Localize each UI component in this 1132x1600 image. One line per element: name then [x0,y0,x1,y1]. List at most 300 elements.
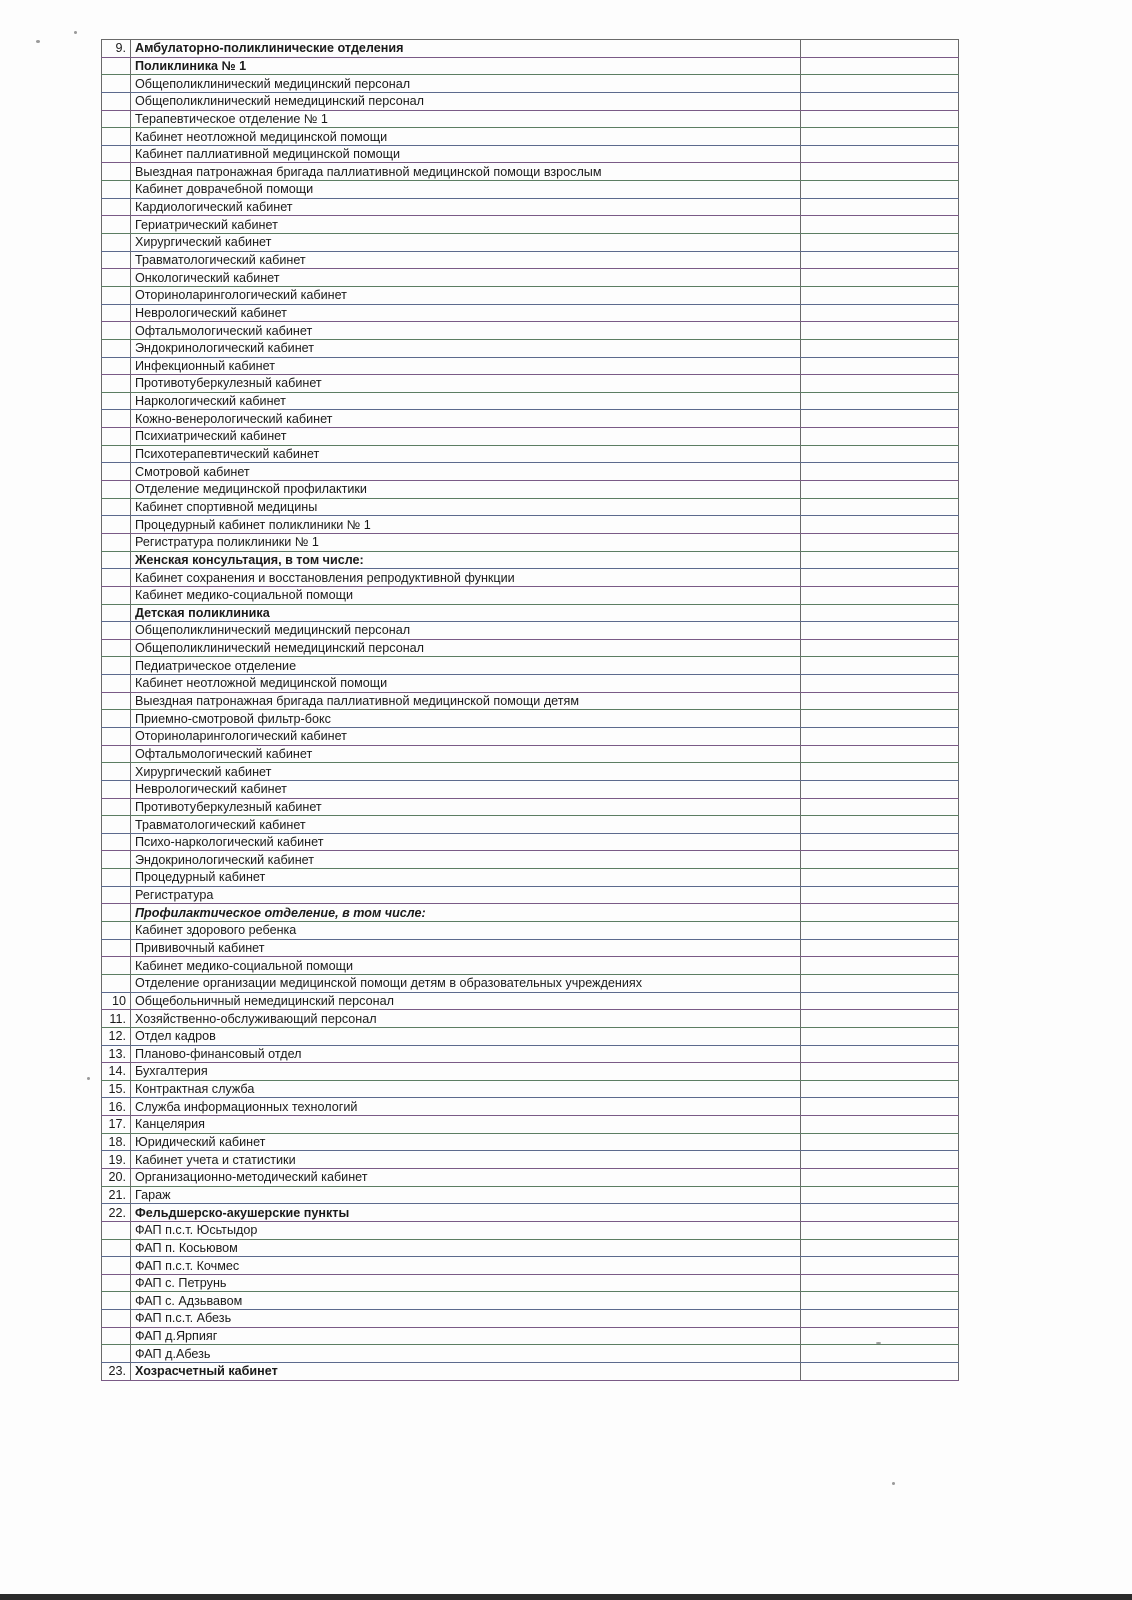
table-row [102,727,959,745]
row-number [102,322,131,340]
table-row [102,392,959,410]
row-name: ФАП с. Адзьвавом [131,1292,801,1310]
row-name: Кабинет здорового ребенка [131,922,801,940]
row-number [102,886,131,904]
row-number: 10 [102,992,131,1010]
row-value [801,533,959,551]
row-name: Кабинет медико-социальной помощи [131,586,801,604]
row-name: Бухгалтерия [131,1063,801,1081]
row-number [102,128,131,146]
row-value [801,1116,959,1134]
row-value [801,1345,959,1363]
row-number: 13. [102,1045,131,1063]
row-number [102,410,131,428]
row-name: Хозяйственно-обслуживающий персонал [131,1010,801,1028]
row-value [801,357,959,375]
row-value [801,145,959,163]
row-name: Прививочный кабинет [131,939,801,957]
row-name: ФАП п. Косьювом [131,1239,801,1257]
table-row [102,833,959,851]
table-row [102,128,959,146]
table-row [102,57,959,75]
row-number [102,710,131,728]
row-value [801,1151,959,1169]
table-row [102,1098,959,1116]
row-name: Кабинет неотложной медицинской помощи [131,675,801,693]
row-name: Терапевтическое отделение № 1 [131,110,801,128]
row-number: 11. [102,1010,131,1028]
row-number [102,181,131,199]
row-value [801,110,959,128]
row-value [801,234,959,252]
row-name: Кабинет учета и статистики [131,1151,801,1169]
row-number: 23. [102,1363,131,1381]
row-value [801,163,959,181]
row-name: Офтальмологический кабинет [131,322,801,340]
row-value [801,604,959,622]
row-number [102,216,131,234]
row-value [801,445,959,463]
row-number: 15. [102,1080,131,1098]
table-row [102,1080,959,1098]
row-number [102,798,131,816]
table-row [102,40,959,58]
row-value [801,675,959,693]
row-name: ФАП д.Абезь [131,1345,801,1363]
row-name: Выездная патронажная бригада паллиативной медицинской помощи детям [131,692,801,710]
row-value [801,657,959,675]
row-value [801,428,959,446]
row-value [801,40,959,58]
row-name: Неврологический кабинет [131,304,801,322]
row-name: Наркологический кабинет [131,392,801,410]
row-number [102,551,131,569]
row-name: Выездная патронажная бригада паллиативной медицинской помощи взрослым [131,163,801,181]
row-value [801,1063,959,1081]
row-number [102,92,131,110]
row-name: Общебольничный немедицинский персонал [131,992,801,1010]
row-number [102,586,131,604]
row-value [801,622,959,640]
row-name: Детская поликлиника [131,604,801,622]
row-name: Общеполиклинический немедицинский персонал [131,639,801,657]
row-name: Психо-наркологический кабинет [131,833,801,851]
table-row [102,869,959,887]
row-number [102,727,131,745]
row-name: Противотуберкулезный кабинет [131,375,801,393]
table-row [102,974,959,992]
table-row [102,551,959,569]
row-name: Планово-финансовый отдел [131,1045,801,1063]
row-value [801,216,959,234]
row-name: ФАП с. Петрунь [131,1274,801,1292]
table-row [102,904,959,922]
row-value [801,1257,959,1275]
row-name: Хирургический кабинет [131,234,801,252]
table-row [102,851,959,869]
row-value [801,75,959,93]
row-value [801,198,959,216]
row-number [102,1274,131,1292]
row-name: ФАП п.с.т. Юсьтыдор [131,1221,801,1239]
row-number [102,974,131,992]
row-value [801,904,959,922]
row-value [801,745,959,763]
table-row [102,198,959,216]
row-number [102,286,131,304]
row-number [102,533,131,551]
scan-speck [74,31,77,34]
table-row [102,1274,959,1292]
table-row [102,463,959,481]
row-value [801,1169,959,1187]
row-number [102,357,131,375]
row-value [801,463,959,481]
row-value [801,181,959,199]
table-row [102,1186,959,1204]
row-number [102,1327,131,1345]
row-name: Общеполиклинический немедицинский персонал [131,92,801,110]
row-value [801,92,959,110]
row-name: Поликлиника № 1 [131,57,801,75]
row-name: Организационно-методический кабинет [131,1169,801,1187]
row-value [801,392,959,410]
row-value [801,1274,959,1292]
row-name: Психиатрический кабинет [131,428,801,446]
row-value [801,639,959,657]
table-row [102,1239,959,1257]
table-row [102,675,959,693]
row-value [801,1310,959,1328]
table-row [102,516,959,534]
row-number [102,622,131,640]
table-row [102,939,959,957]
row-number [102,428,131,446]
row-number [102,234,131,252]
row-name: Общеполиклинический медицинский персонал [131,75,801,93]
row-value [801,1133,959,1151]
table-row [102,163,959,181]
row-name: Юридический кабинет [131,1133,801,1151]
row-name: Эндокринологический кабинет [131,339,801,357]
table-row [102,780,959,798]
row-value [801,339,959,357]
row-name: Контрактная служба [131,1080,801,1098]
row-value [801,410,959,428]
row-value [801,498,959,516]
row-name: Противотуберкулезный кабинет [131,798,801,816]
row-value [801,375,959,393]
row-value [801,1239,959,1257]
row-number [102,516,131,534]
row-value [801,286,959,304]
table-row [102,339,959,357]
table-row [102,816,959,834]
table-row [102,1257,959,1275]
row-name: Психотерапевтический кабинет [131,445,801,463]
table-row [102,639,959,657]
row-name: Служба информационных технологий [131,1098,801,1116]
row-number [102,498,131,516]
row-name: Гараж [131,1186,801,1204]
row-number [102,57,131,75]
row-value [801,1045,959,1063]
row-name: Приемно-смотровой фильтр-бокс [131,710,801,728]
table-row [102,357,959,375]
row-number: 14. [102,1063,131,1081]
table-row [102,1363,959,1381]
table-row [102,1345,959,1363]
row-value [801,939,959,957]
row-name: Травматологический кабинет [131,251,801,269]
row-number [102,816,131,834]
row-value [801,869,959,887]
scan-speck [876,1342,881,1344]
table-row [102,1327,959,1345]
row-value [801,1363,959,1381]
row-value [801,851,959,869]
row-value [801,1010,959,1028]
row-number [102,1257,131,1275]
row-number [102,780,131,798]
table-row [102,269,959,287]
row-name: Амбулаторно-поликлинические отделения [131,40,801,58]
row-value [801,128,959,146]
row-name: Педиатрическое отделение [131,657,801,675]
row-number [102,110,131,128]
table-row [102,145,959,163]
row-name: Отделение медицинской профилактики [131,481,801,499]
row-name: Отдел кадров [131,1027,801,1045]
row-value [801,251,959,269]
row-name: Кардиологический кабинет [131,198,801,216]
scan-speck [892,1482,895,1485]
row-number: 12. [102,1027,131,1045]
table-row [102,410,959,428]
table-row [102,1151,959,1169]
row-name: Неврологический кабинет [131,780,801,798]
row-value [801,1204,959,1222]
table-row [102,886,959,904]
row-name: Эндокринологический кабинет [131,851,801,869]
row-name: Регистратура [131,886,801,904]
row-value [801,886,959,904]
row-value [801,516,959,534]
row-value [801,1080,959,1098]
scan-speck [36,40,40,43]
table-row [102,763,959,781]
row-number [102,604,131,622]
row-number [102,569,131,587]
row-number [102,163,131,181]
row-number [102,375,131,393]
table-row [102,622,959,640]
table-row [102,957,959,975]
row-number [102,833,131,851]
row-number [102,1221,131,1239]
table-row [102,586,959,604]
table-row [102,481,959,499]
row-value [801,957,959,975]
row-name: Процедурный кабинет поликлиники № 1 [131,516,801,534]
row-value [801,481,959,499]
row-name: Гериатрический кабинет [131,216,801,234]
table-row [102,1310,959,1328]
table-row [102,1063,959,1081]
table-row [102,234,959,252]
row-name: Смотровой кабинет [131,463,801,481]
row-name: Кабинет неотложной медицинской помощи [131,128,801,146]
table-row [102,745,959,763]
table-row [102,1010,959,1028]
row-number [102,745,131,763]
row-number [102,1292,131,1310]
row-name: Профилактическое отделение, в том числе: [131,904,801,922]
row-value [801,586,959,604]
table-row [102,375,959,393]
row-name: ФАП д.Ярпияг [131,1327,801,1345]
table-row [102,710,959,728]
row-name: Кабинет доврачебной помощи [131,181,801,199]
row-value [801,1027,959,1045]
row-value [801,269,959,287]
row-name: Травматологический кабинет [131,816,801,834]
row-name: Процедурный кабинет [131,869,801,887]
row-value [801,1221,959,1239]
row-number [102,1239,131,1257]
row-value [801,992,959,1010]
row-name: Инфекционный кабинет [131,357,801,375]
table-row [102,1292,959,1310]
row-value [801,1292,959,1310]
table-row [102,216,959,234]
row-name: ФАП п.с.т. Кочмес [131,1257,801,1275]
table-row [102,498,959,516]
row-value [801,1098,959,1116]
row-name: Кабинет медико-социальной помощи [131,957,801,975]
row-value [801,322,959,340]
row-number [102,75,131,93]
row-value [801,974,959,992]
row-number [102,657,131,675]
table-row [102,92,959,110]
row-number [102,145,131,163]
row-number [102,481,131,499]
row-value [801,833,959,851]
row-number: 19. [102,1151,131,1169]
row-number: 16. [102,1098,131,1116]
table-row [102,110,959,128]
table-row [102,445,959,463]
row-number [102,339,131,357]
table-row [102,75,959,93]
scan-edge [0,1594,1132,1600]
row-name: Офтальмологический кабинет [131,745,801,763]
row-name: Кабинет сохранения и восстановления репродуктивной функции [131,569,801,587]
table-row [102,1204,959,1222]
table-row [102,1133,959,1151]
row-number [102,869,131,887]
row-name: Онкологический кабинет [131,269,801,287]
table-row [102,286,959,304]
row-number [102,675,131,693]
row-name: Хирургический кабинет [131,763,801,781]
row-number [102,1345,131,1363]
row-value [801,304,959,322]
row-value [801,710,959,728]
table-row [102,251,959,269]
row-value [801,1186,959,1204]
row-name: Канцелярия [131,1116,801,1134]
table-row [102,1027,959,1045]
row-number [102,922,131,940]
row-number [102,639,131,657]
table-row [102,1169,959,1187]
table-row [102,922,959,940]
table-row [102,569,959,587]
row-value [801,922,959,940]
row-number [102,392,131,410]
row-number [102,939,131,957]
row-value [801,569,959,587]
row-name: ФАП п.с.т. Абезь [131,1310,801,1328]
row-name: Оториноларингологический кабинет [131,727,801,745]
table-row [102,322,959,340]
row-number: 18. [102,1133,131,1151]
row-name: Фельдшерско-акушерские пункты [131,1204,801,1222]
row-value [801,816,959,834]
staff-structure-table [101,39,959,1381]
table-row [102,428,959,446]
table-row [102,1045,959,1063]
row-name: Оториноларингологический кабинет [131,286,801,304]
scan-speck [87,1077,90,1080]
row-number [102,251,131,269]
row-name: Хозрасчетный кабинет [131,1363,801,1381]
row-number [102,463,131,481]
row-value [801,727,959,745]
table-row [102,1116,959,1134]
row-name: Общеполиклинический медицинский персонал [131,622,801,640]
row-number: 20. [102,1169,131,1187]
row-value [801,551,959,569]
row-number [102,957,131,975]
row-name: Отделение организации медицинской помощи детям в образовательных учреждениях [131,974,801,992]
table-row [102,692,959,710]
row-name: Кожно-венерологический кабинет [131,410,801,428]
row-number [102,1310,131,1328]
table-row [102,181,959,199]
row-value [801,57,959,75]
row-number [102,445,131,463]
row-value [801,692,959,710]
row-number: 17. [102,1116,131,1134]
table-body [102,40,959,1381]
row-number [102,904,131,922]
row-number: 22. [102,1204,131,1222]
row-name: Кабинет спортивной медицины [131,498,801,516]
table-row [102,604,959,622]
row-number: 21. [102,1186,131,1204]
table-row [102,992,959,1010]
row-name: Кабинет паллиативной медицинской помощи [131,145,801,163]
table-row [102,1221,959,1239]
row-number [102,269,131,287]
row-number [102,851,131,869]
row-number: 9. [102,40,131,58]
row-number [102,198,131,216]
row-number [102,692,131,710]
